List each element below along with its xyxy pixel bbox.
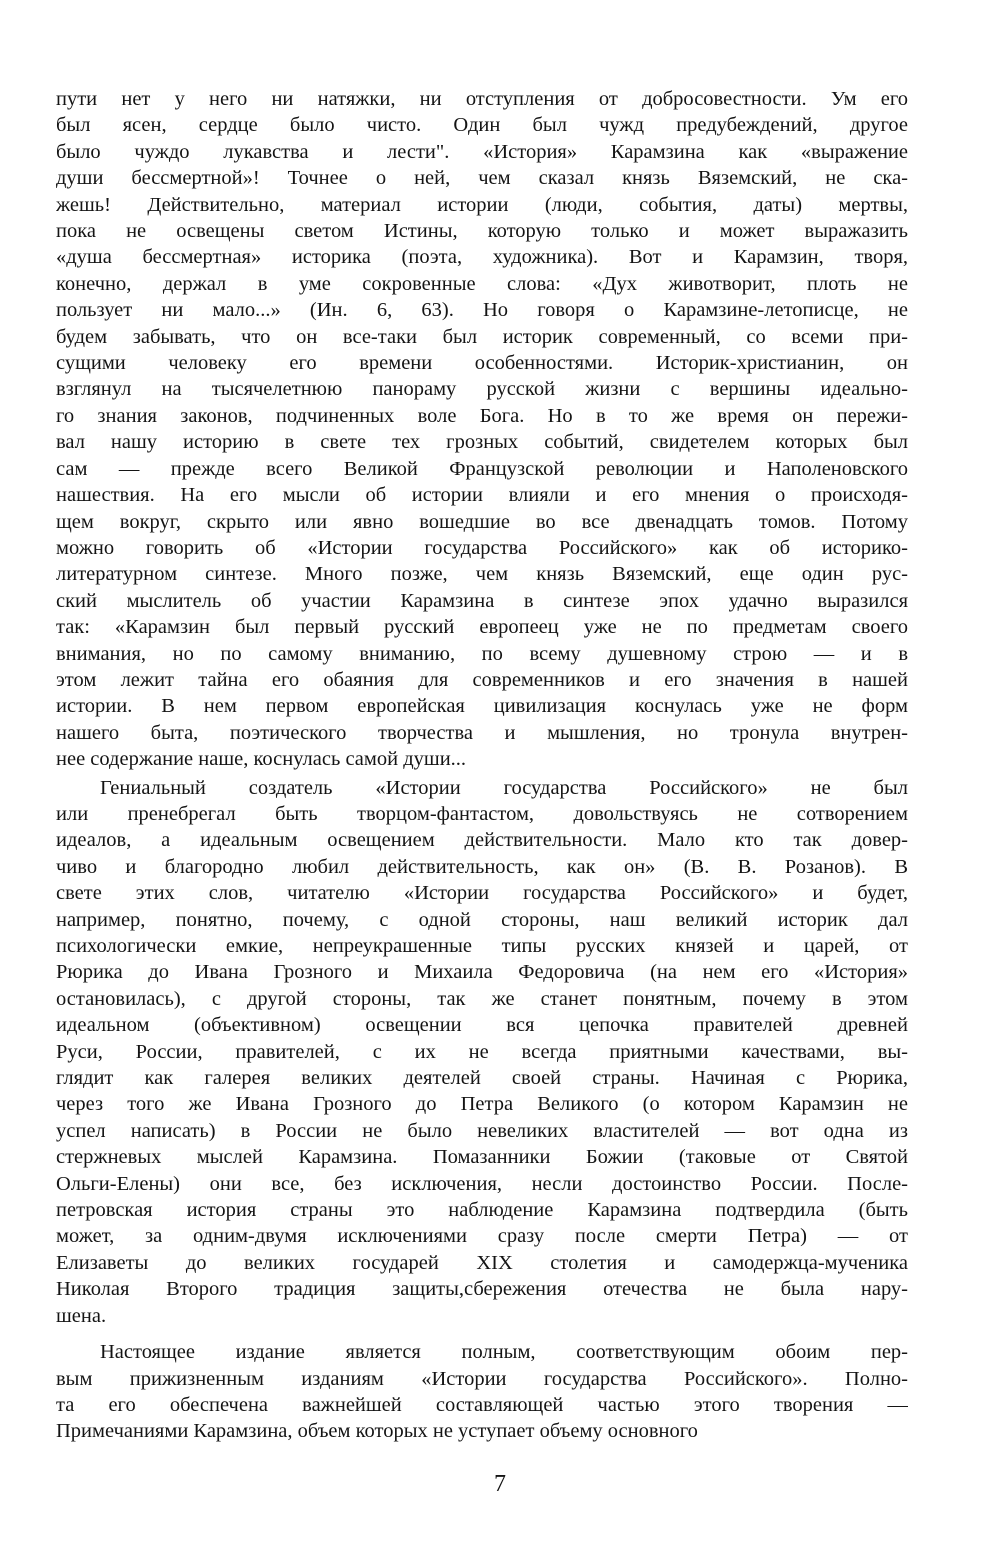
text-line: Рюрика до Ивана Грозного и Михаила Федоровича (на нем его «История» xyxy=(56,961,908,984)
text-line: можно говорить об «Истории государства Российского» как об историко- xyxy=(56,536,908,559)
text-line: конечно, держал в уме сокровенные слова: «Дух животворит, плоть не xyxy=(56,272,908,295)
text-line: Руси, России, правителей, с их не всегда приятными качествами, вы- xyxy=(56,1040,908,1063)
text-line: ский мыслитель об участии Карамзина в синтезе эпох удачно выразился xyxy=(56,589,908,612)
paragraph-3 xyxy=(56,1339,908,1445)
paragraph-2 xyxy=(56,775,908,1330)
text-line: та его обеспечена важнейшей составляющей частью этого творения — xyxy=(56,1393,908,1416)
text-line: пути нет у него ни натяжки, ни отступления от добросовестности. Ум его xyxy=(56,88,908,110)
text-line: например, понятно, почему, с одной стороны, наш великий историк дал xyxy=(56,908,908,931)
text-line: Примечаниями Карамзина, объем которых не уступает объему основного xyxy=(56,1420,698,1443)
page-number: 7 xyxy=(494,1471,506,1497)
text-line: сущими человеку его времени особенностями. Историк-христианин, он xyxy=(56,352,908,375)
text-line: истории. В нем первом европейская цивилизация коснулась уже не форм xyxy=(56,695,908,718)
text-line: Гениальный создатель «Истории государства Российского» не был xyxy=(100,776,908,799)
text-line: Ольги-Елены) они все, без исключения, несли достоинство России. После- xyxy=(56,1172,908,1195)
text-line: щем вокруг, скрыто или явно вошедшие во все двенадцать томов. Потому xyxy=(56,510,908,533)
text-line: пока не освещены светом Истины, которую только и может выражазить xyxy=(56,220,908,243)
text-line: или пренебрегал быть творцом-фантастом, довольствуясь не сотворением xyxy=(56,802,908,825)
text-line: нашествия. На его мысли об истории влияли и его мнения о происходя- xyxy=(56,484,908,507)
text-line: го знания законов, подчиненных воле Бога. Но в то же время он пережи- xyxy=(56,404,908,427)
text-line: сам — прежде всего Великой Французской революции и Наполеновского xyxy=(56,457,908,480)
text-line: пользует ни мало...» (Ин. 6, 63). Но говоря о Карамзине-летописце, не xyxy=(56,299,908,322)
text-line: взглянул на тысячелетнюю панораму русской жизни с вершины идеально- xyxy=(56,378,908,401)
text-line: успел написать) в России не было невеликих властителей — вот одна из xyxy=(56,1119,908,1142)
text-line: «душа бессмертная» историка (поэта, художника). Вот и Карамзин, творя, xyxy=(56,246,908,269)
text-line: идеальном (объективном) освещении вся цепочка правителей древней xyxy=(56,1014,908,1037)
text-line: глядит как галерея великих деятелей своей страны. Начиная с Рюрика, xyxy=(56,1067,908,1090)
text-line: этом лежит тайна его обаяния для современников и его значения в нашей xyxy=(56,668,908,691)
text-line: Настоящее издание является полным, соответствующим обоим пер- xyxy=(100,1341,908,1364)
text-line: психологически емкие, непреукрашенные типы русских князей и царей, от xyxy=(56,935,908,957)
text-line: шена. xyxy=(56,1304,107,1327)
text-line: Николая Второго традиция защиты,сбережения отечества не была нару- xyxy=(56,1278,908,1301)
text-line: вым прижизненным изданиям «Истории государства Российского». Полно- xyxy=(56,1367,908,1390)
text-line: свете этих слов, читателю «Истории государства Российского» и будет, xyxy=(56,882,908,905)
text-line: литературном синтезе. Много позже, чем князь Вяземский, еще один рус- xyxy=(56,563,908,586)
text-line: петровская история страны это наблюдение Карамзина подтвердила (быть xyxy=(56,1199,908,1222)
text-line: нее содержание наше, коснулась самой души... xyxy=(56,748,467,771)
text-line: чиво и благородно любил действительность, как он» (В. В. Розанов). В xyxy=(56,855,908,878)
text-line: было чуждо лукавства и лести". «История» Карамзина как «выражение xyxy=(56,140,908,163)
text-line: вал нашу историю в свете тех грозных событий, свидетелем которых был xyxy=(56,431,908,454)
text-line: может, за одним-двумя исключениями сразу после смерти Петра) — от xyxy=(56,1225,908,1248)
text-line: стержневых мыслей Карамзина. Помазанники Божии (таковые от Святой xyxy=(56,1146,908,1169)
paragraph-1 xyxy=(56,86,908,773)
text-line: будем забывать, что он все-таки был историк современный, со всеми при- xyxy=(56,325,908,348)
text-line: нашего быта, поэтического творчества и мышления, но тронула внутрен- xyxy=(56,721,908,744)
page-body xyxy=(56,86,908,1445)
text-line: был ясен, сердце было чисто. Один был чужд предубеждений, другое xyxy=(56,114,908,137)
text-line: так: «Карамзин был первый русский европеец уже не по предметам своего xyxy=(56,616,908,639)
text-line: остановилась), с другой стороны, так же станет понятным, почему в этом xyxy=(56,987,908,1010)
text-line: жешь! Действительно, материал истории (люди, события, даты) мертвы, xyxy=(56,193,908,216)
text-line: внимания, но по самому вниманию, по всему душевному строю — и в xyxy=(56,642,908,665)
text-line: через того же Ивана Грозного до Петра Великого (о котором Карамзин не xyxy=(56,1093,908,1116)
text-line: Елизаветы до великих государей XIX столетия и самодержца-мученика xyxy=(56,1251,908,1274)
text-line: идеалов, а идеальным освещением действительности. Мало кто так довер- xyxy=(56,829,908,852)
text-line: души бессмертной»! Точнее о ней, чем сказал князь Вяземский, не ска- xyxy=(56,167,908,190)
